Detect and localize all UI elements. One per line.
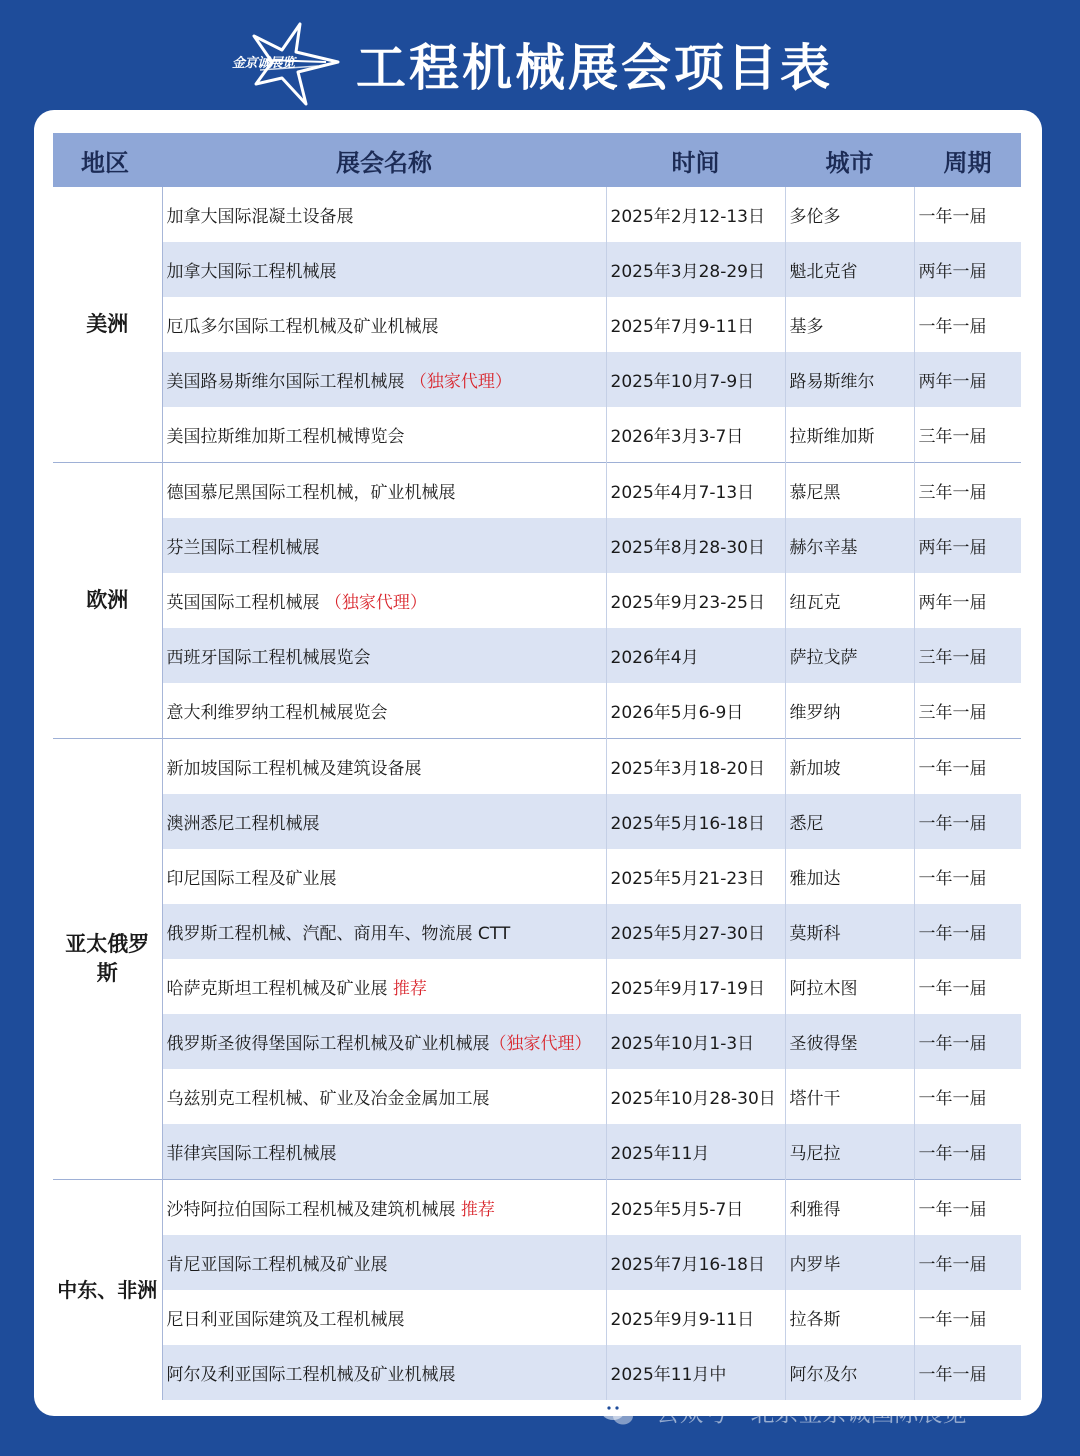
city-cell: 圣彼得堡: [785, 1014, 914, 1069]
cycle-cell: 两年一届: [914, 518, 1021, 573]
cycle-cell: 一年一届: [918, 869, 987, 889]
exhibition-name: 菲律宾国际工程机械展: [166, 1144, 337, 1164]
highlight-tag: 推荐: [460, 1200, 495, 1220]
exhibition-name-cell: [162, 1290, 606, 1345]
exhibition-table: [53, 133, 1021, 1400]
exhibition-name-cell: [162, 242, 606, 297]
table-row: [53, 573, 1021, 628]
table-header-row: [53, 133, 1021, 187]
exhibition-name: 哈萨克斯坦工程机械及矿业展: [166, 979, 393, 999]
exhibition-name-cell: [162, 352, 606, 407]
region-cell: 中东、非洲: [53, 1180, 162, 1401]
highlight-tag: （独家代理）: [324, 593, 427, 613]
table-row: [53, 518, 1021, 573]
region-cell: 美洲: [53, 187, 162, 463]
header-name: 展会名称: [162, 133, 606, 187]
table-row: [53, 683, 1021, 739]
exhibition-name-cell: [162, 1180, 606, 1236]
cycle-cell: 一年一届: [914, 904, 1021, 959]
cycle-cell: 一年一届: [918, 317, 987, 337]
watermark-text: 公众号 · 北京金京诚国际展览: [655, 1399, 967, 1427]
exhibition-name-cell: [162, 573, 606, 628]
logo-text: 金京诚展览: [232, 56, 295, 71]
cycle-cell: 两年一届: [918, 593, 987, 613]
cycle-cell: 一年一届: [914, 739, 1021, 795]
date-cell: 2025年10月1-3日: [606, 1014, 785, 1069]
date-cell: 2025年11月: [606, 1124, 785, 1180]
date-cell: 2025年9月9-11日: [606, 1290, 785, 1345]
page-title: 工程机械展会项目表: [356, 39, 833, 97]
exhibition-name: 新加坡国际工程机械及建筑设备展: [166, 759, 422, 779]
exhibition-name-cell: [162, 1014, 606, 1069]
cycle-cell: 一年一届: [914, 1345, 1021, 1400]
date-cell: 2025年11月中: [606, 1345, 785, 1400]
exhibition-name: 尼日利亚国际建筑及工程机械展: [166, 1310, 405, 1330]
table-row: [53, 187, 1021, 242]
table-row: [53, 297, 1021, 352]
city-cell: 拉各斯: [785, 1290, 914, 1345]
table-row: [53, 463, 1021, 519]
table-row: [53, 242, 1021, 297]
exhibition-name-cell: [162, 1235, 606, 1290]
city-cell: 马尼拉: [785, 1124, 914, 1180]
city-cell: 多伦多: [785, 187, 914, 242]
city-cell: 利雅得: [785, 1180, 914, 1236]
city-cell: 新加坡: [785, 739, 914, 795]
exhibition-name: 加拿大国际工程机械展: [166, 262, 337, 282]
table-row: [53, 739, 1021, 795]
exhibition-name-cell: [162, 849, 606, 904]
exhibition-name-cell: [162, 794, 606, 849]
exhibition-name: 美国路易斯维尔国际工程机械展: [166, 372, 410, 392]
exhibition-name-cell: [162, 297, 606, 352]
exhibition-name: 乌兹别克工程机械、矿业及冶金金属加工展: [166, 1089, 490, 1109]
cycle-cell: 一年一届: [914, 1235, 1021, 1290]
wechat-icon: [600, 1399, 634, 1427]
header-city: 城市: [785, 133, 914, 187]
exhibition-name: 芬兰国际工程机械展: [166, 538, 320, 558]
exhibition-name-cell: [162, 904, 606, 959]
cycle-cell: 一年一届: [918, 1089, 987, 1109]
city-cell: 基多: [785, 297, 914, 352]
cycle-cell: 一年一届: [914, 794, 1021, 849]
table-row: [53, 407, 1021, 463]
cycle-cell: 两年一届: [914, 352, 1021, 407]
date-cell: 2026年5月6-9日: [606, 683, 785, 739]
city-cell: 维罗纳: [785, 683, 914, 739]
cycle-cell: 一年一届: [914, 1124, 1021, 1180]
city-cell: 内罗毕: [785, 1235, 914, 1290]
exhibition-name-cell: [162, 187, 606, 242]
date-cell: 2025年5月5-7日: [606, 1180, 785, 1236]
date-cell: 2025年9月17-19日: [606, 959, 785, 1014]
cycle-cell: 两年一届: [914, 242, 1021, 297]
date-cell: 2025年4月7-13日: [606, 463, 785, 519]
city-cell: 赫尔辛基: [785, 518, 914, 573]
exhibition-name-cell: [162, 407, 606, 463]
cycle-cell: 一年一届: [914, 1014, 1021, 1069]
city-cell: 阿拉木图: [785, 959, 914, 1014]
date-cell: 2025年5月16-18日: [606, 794, 785, 849]
date-cell: 2025年8月28-30日: [606, 518, 785, 573]
header-cycle: 周期: [914, 133, 1021, 187]
city-cell: 萨拉戈萨: [785, 628, 914, 683]
exhibition-name-cell: [162, 1124, 606, 1180]
header-region: 地区: [53, 133, 162, 187]
region-cell: 亚太俄罗斯: [53, 739, 162, 1180]
date-cell: 2025年2月12-13日: [606, 187, 785, 242]
cycle-cell: 三年一届: [918, 703, 987, 723]
date-cell: 2025年10月7-9日: [606, 352, 785, 407]
cycle-cell: 一年一届: [918, 1310, 987, 1330]
city-cell: 阿尔及尔: [785, 1345, 914, 1400]
date-cell: 2025年9月23-25日: [606, 573, 785, 628]
exhibition-name: 肯尼亚国际工程机械及矿业展: [166, 1255, 388, 1275]
exhibition-name-cell: [162, 739, 606, 795]
exhibition-name: 俄罗斯工程机械、汽配、商用车、物流展 CTT: [166, 924, 511, 944]
city-cell: 雅加达: [785, 849, 914, 904]
date-cell: 2025年10月28-30日: [606, 1069, 785, 1124]
exhibition-name: 印尼国际工程及矿业展: [166, 869, 337, 889]
exhibition-name-cell: [162, 1345, 606, 1400]
exhibition-name-cell: [162, 518, 606, 573]
table-row: [53, 1180, 1021, 1236]
city-cell: 拉斯维加斯: [785, 407, 914, 463]
table-row: [53, 849, 1021, 904]
exhibition-name-cell: [162, 1069, 606, 1124]
city-cell: 慕尼黑: [785, 463, 914, 519]
city-cell: 塔什干: [785, 1069, 914, 1124]
exhibition-name: 沙特阿拉伯国际工程机械及建筑机械展: [166, 1200, 461, 1220]
cycle-cell: 一年一届: [918, 979, 987, 999]
highlight-tag: （独家代理）: [489, 1034, 592, 1054]
table-row: [53, 1069, 1021, 1124]
city-cell: 纽瓦克: [785, 573, 914, 628]
exhibition-name-cell: [162, 463, 606, 519]
header-date: 时间: [606, 133, 785, 187]
date-cell: 2025年5月21-23日: [606, 849, 785, 904]
highlight-tag: （独家代理）: [409, 372, 512, 392]
table-row: [53, 352, 1021, 407]
date-cell: 2026年4月: [606, 628, 785, 683]
city-cell: 魁北克省: [785, 242, 914, 297]
watermark: [600, 1392, 967, 1432]
exhibition-name: 澳洲悉尼工程机械展: [166, 814, 320, 834]
table-row: [53, 904, 1021, 959]
table-row: [53, 628, 1021, 683]
date-cell: 2025年5月27-30日: [606, 904, 785, 959]
cycle-cell: 三年一届: [918, 427, 987, 447]
date-cell: 2025年7月9-11日: [606, 297, 785, 352]
table-row: [53, 1014, 1021, 1069]
exhibition-name: 加拿大国际混凝土设备展: [166, 207, 354, 227]
table-row: [53, 1290, 1021, 1345]
header: [0, 0, 1080, 110]
table-row: [53, 1235, 1021, 1290]
cycle-cell: 一年一届: [918, 207, 987, 227]
cycle-cell: 一年一届: [914, 1180, 1021, 1236]
region-cell: 欧洲: [53, 463, 162, 739]
exhibition-name: 西班牙国际工程机械展览会: [166, 648, 371, 668]
city-cell: 悉尼: [785, 794, 914, 849]
exhibition-name: 意大利维罗纳工程机械展览会: [166, 703, 388, 723]
table-row: [53, 794, 1021, 849]
exhibition-name: 德国慕尼黑国际工程机械，矿业机械展: [166, 483, 456, 503]
brand-logo: [226, 22, 342, 106]
table-row: [53, 959, 1021, 1014]
city-cell: 路易斯维尔: [785, 352, 914, 407]
exhibition-name: 俄罗斯圣彼得堡国际工程机械及矿业机械展: [166, 1034, 490, 1054]
exhibition-name-cell: [162, 628, 606, 683]
exhibition-name-cell: [162, 683, 606, 739]
date-cell: 2025年7月16-18日: [606, 1235, 785, 1290]
exhibition-name: 英国国际工程机械展: [166, 593, 325, 613]
table-row: [53, 1124, 1021, 1180]
city-cell: 莫斯科: [785, 904, 914, 959]
cycle-cell: 三年一届: [914, 628, 1021, 683]
exhibition-name: 厄瓜多尔国际工程机械及矿业机械展: [166, 317, 439, 337]
highlight-tag: 推荐: [392, 979, 427, 999]
date-cell: 2025年3月18-20日: [606, 739, 785, 795]
exhibition-name: 阿尔及利亚国际工程机械及矿业机械展: [166, 1365, 456, 1385]
exhibition-name-cell: [162, 959, 606, 1014]
exhibition-name: 美国拉斯维加斯工程机械博览会: [166, 427, 405, 447]
date-cell: 2025年3月28-29日: [606, 242, 785, 297]
cycle-cell: 三年一届: [914, 463, 1021, 519]
date-cell: 2026年3月3-7日: [606, 407, 785, 463]
